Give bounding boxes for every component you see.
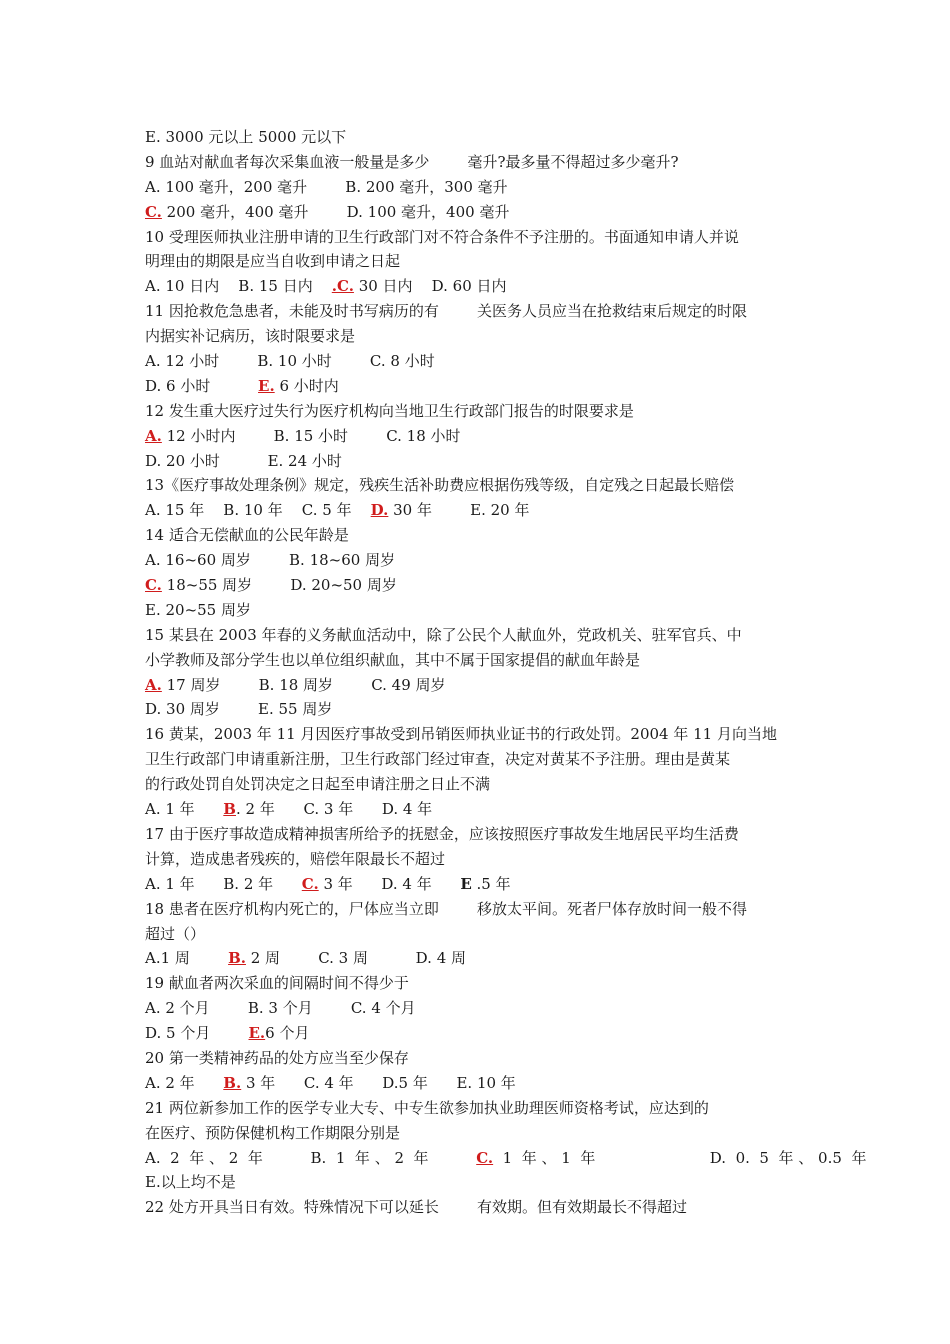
line-text: E.以上均不是 [145,1173,236,1192]
line-text: D. 30 周岁 E. 55 周岁 [145,700,333,719]
answer-marker: A. [145,675,162,694]
text-line [145,249,815,274]
line-text: A. 1 年 B. 2 年 [145,874,302,893]
answer-marker: A. [145,426,162,445]
text-line [145,1146,867,1171]
line-text: 小学教师及部分学生也以单位组织献血，其中不属于国家提倡的献血年龄是 [145,650,641,669]
line-text: A. 2 年 [145,1073,224,1092]
line-text: 6 个月 [265,1024,310,1043]
text-line [145,922,815,947]
line-text: 20 第一类精神药品的处方应当至少保存 [145,1048,409,1067]
line-text: 15 某县在 2003 年春的义务献血活动中，除了公民个人献血外，党政机关、驻军官兵、中 [145,625,742,644]
line-text: 12 小时内 B. 15 小时 C. 18 小时 [161,426,461,445]
text-line [145,697,815,722]
answer-marker: E. [258,376,275,395]
line-text: D. 20 小时 E. 24 小时 [145,451,342,470]
answer-marker: B. [223,1073,242,1092]
text-line [145,1071,815,1096]
answer-marker: .C. [331,277,354,296]
line-text: 计算，造成患者残疾的，赔偿年限最长不超过 [145,849,446,868]
text-line [145,299,815,324]
text-line [145,498,815,523]
line-text: A. 16~60 周岁 B. 18~60 周岁 [145,551,396,570]
line-text: 200 毫升，400 毫升 D. 100 毫升，400 毫升 [161,202,510,221]
line-text: 30 日内 D. 60 日内 [353,277,507,296]
line-text: 13《医疗事故处理条例》规定，残疾生活补助费应根据伤残等级，自定残之日起最长赔偿 [145,476,735,495]
text-line [145,847,815,872]
line-text: D. 5 个月 [145,1024,249,1043]
line-text: 的行政处罚自处罚决定之日起至申请注册之日止不满 [145,775,491,794]
text-line [145,225,815,250]
line-text: . 2 年 C. 3 年 D. 4 年 [235,800,433,819]
line-text: 超过（） [145,924,206,943]
text-line [145,1021,815,1046]
line-text: 12 发生重大医疗过失行为医疗机构向当地卫生行政部门报告的时限要求是 [145,401,634,420]
text-line [145,673,815,698]
text-line [145,1121,815,1146]
line-text: 6 小时内 [274,376,339,395]
line-text: A. 1 年 [145,800,224,819]
text-line [145,324,815,349]
option-label: E [460,874,472,893]
line-text: 18~55 周岁 D. 20~50 周岁 [161,576,397,595]
line-text: 30 年 E. 20 年 [388,501,530,520]
line-text: 11 因抢救危急患者，未能及时书写病历的有 关医务人员应当在抢救结束后规定的时限 [145,302,748,321]
text-line [145,274,815,299]
line-text: 21 两位新参加工作的医学专业大专、中专生欲参加执业助理医师资格考试，应达到的 [145,1098,709,1117]
text-line [145,623,815,648]
text-line [145,722,815,747]
line-text: E. 20~55 周岁 [145,600,251,619]
text-line [145,1046,815,1071]
line-text: A. 2 个月 B. 3 个月 C. 4 个月 [145,999,416,1018]
line-text: A. 12 小时 B. 10 小时 C. 8 小时 [145,352,435,371]
answer-marker: C. [301,874,319,893]
line-text: 18 患者在医疗机构内死亡的，尸体应当立即 移放太平间。死者尸体存放时间一般不得 [145,899,748,918]
line-text: 3 年 C. 4 年 D.5 年 E. 10 年 [241,1073,516,1092]
text-line [145,648,815,673]
line-text: 14 适合无偿献血的公民年龄是 [145,526,349,545]
text-line [145,747,815,772]
line-text: A.1 周 [145,949,229,968]
answer-marker: C. [145,576,162,595]
answer-marker: C. [145,202,162,221]
text-line [145,822,815,847]
answer-marker: C. [476,1148,494,1167]
line-text: 1 年 、 1 年 D. 0. 5 年 、 0.5 年 [493,1148,867,1167]
text-line [145,523,815,548]
text-line [145,598,815,623]
line-text: 在医疗、预防保健机构工作期限分别是 [145,1123,401,1142]
text-line [145,971,815,996]
text-line [145,897,815,922]
text-line [145,872,815,897]
answer-marker: B. [228,949,246,968]
text-line [145,797,815,822]
line-text: A. 100 毫升，200 毫升 B. 200 毫升，300 毫升 [145,177,508,196]
text-line [145,772,815,797]
line-text: A. 2 年 、 2 年 B. 1 年 、 2 年 [145,1148,477,1167]
text-line [145,946,815,971]
line-text: 10 受理医师执业注册申请的卫生行政部门对不符合条件不予注册的。书面通知申请人并说 [145,227,739,246]
line-text: 19 献血者两次采血的间隔时间不得少于 [145,974,409,993]
line-text: 17 周岁 B. 18 周岁 C. 49 周岁 [161,675,446,694]
line-text: 3 年 D. 4 年 [318,874,461,893]
text-line [145,175,815,200]
text-line [145,374,815,399]
text-line [145,424,815,449]
text-line [145,449,815,474]
line-text: 明理由的期限是应当自收到申请之日起 [145,252,401,271]
answer-marker: D. [370,501,389,520]
line-text: A. 15 年 B. 10 年 C. 5 年 [145,501,371,520]
text-line [145,349,815,374]
line-text: D. 6 小时 [145,376,259,395]
answer-marker: E. [248,1024,266,1043]
line-text: 17 由于医疗事故造成精神损害所给予的抚慰金，应该按照医疗事故发生地居民平均生活费 [145,824,739,843]
answer-marker: B [223,800,236,819]
text-line [145,473,815,498]
line-text: .5 年 [471,874,511,893]
text-line [145,125,815,150]
line-text: 22 处方开具当日有效。特殊情况下可以延长 有效期。但有效期最长不得超过 [145,1198,688,1217]
text-line [145,548,815,573]
text-line [145,200,815,225]
document-body [145,125,867,1220]
text-line [145,573,815,598]
line-text: 卫生行政部门申请重新注册，卫生行政部门经过审查，决定对黄某不予注册。理由是黄某 [145,750,731,769]
line-text: 9 血站对献血者每次采集血液一般量是多少 毫升?最多量不得超过多少毫升? [145,152,679,171]
text-line [145,1195,815,1220]
text-line [145,399,815,424]
line-text: 内据实补记病历，该时限要求是 [145,327,356,346]
text-line [145,150,815,175]
text-line [145,996,815,1021]
line-text: 2 周 C. 3 周 D. 4 周 [245,949,467,968]
line-text: E. 3000 元以上 5000 元以下 [145,128,347,146]
text-line [145,1170,815,1195]
line-text: 16 黄某，2003 年 11 月因医疗事故受到吊销医师执业证书的行政处罚。2004 年 11 月向当地 [145,725,777,744]
line-text: A. 10 日内 B. 15 日内 [145,277,332,296]
text-line [145,1096,815,1121]
